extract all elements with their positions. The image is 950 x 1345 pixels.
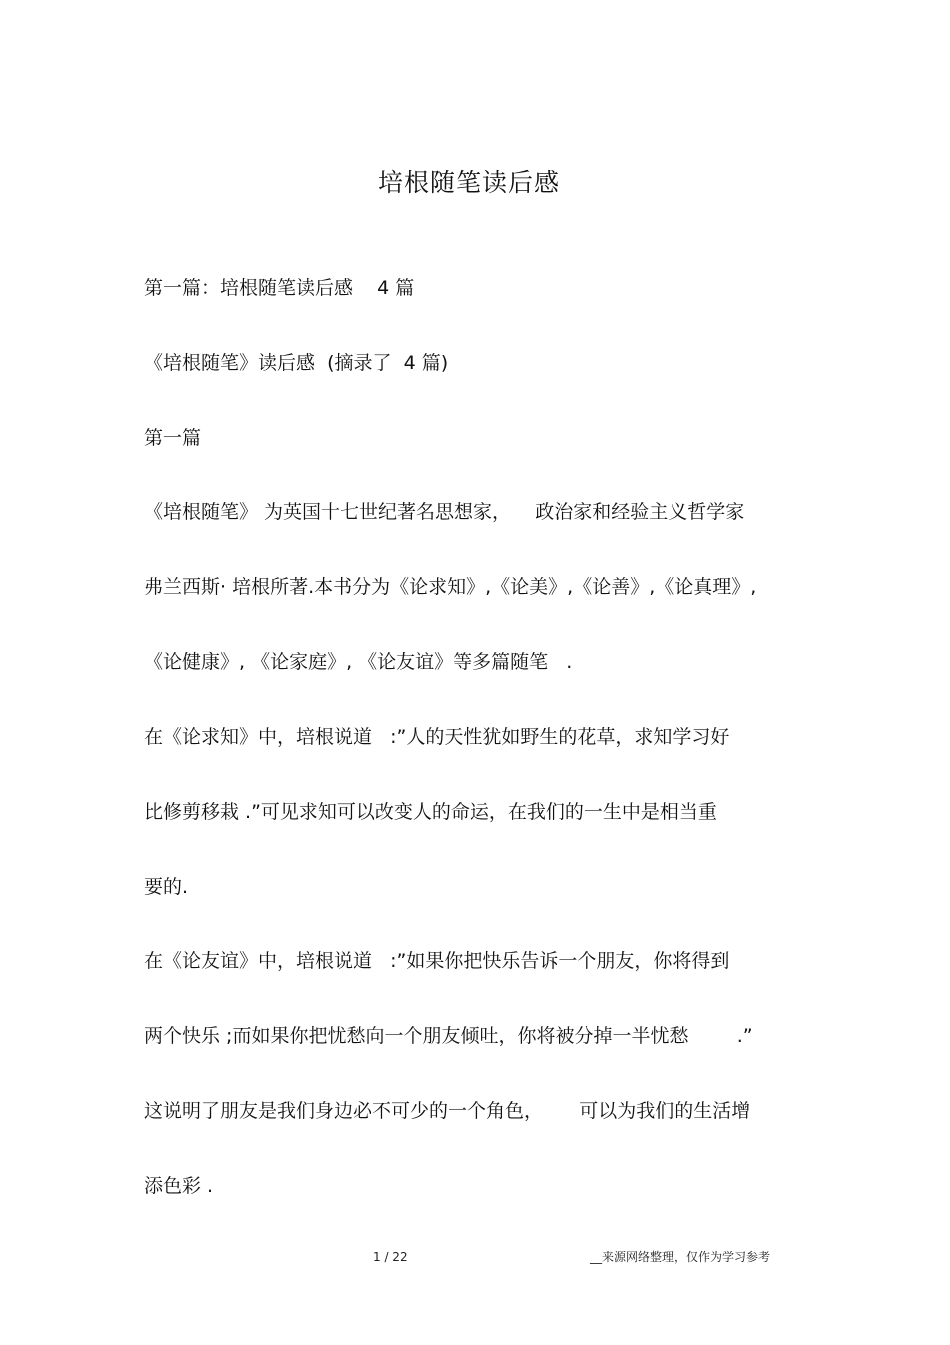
text-line-5: 弗兰西斯· 培根所著.本书分为《论求知》,《论美》,《论善》,《论真理》, (144, 576, 757, 598)
document-title: 培根随笔读后感 (377, 168, 560, 197)
page-number: 1 / 22 (373, 1250, 408, 1264)
text-line-9: 要的. (144, 876, 189, 898)
text-line-8: 比修剪移栽 .”可见求知可以改变人的命运，在我们的一生中是相当重 (144, 801, 717, 823)
text-line-4: 《培根随笔》 为英国十七世纪著名思想家， 政治家和经验主义哲学家 (144, 501, 745, 523)
text-line-13: 添色彩 . (144, 1175, 214, 1197)
text-line-6: 《论健康》, 《论家庭》, 《论友谊》等多篇随笔 . (144, 651, 573, 673)
text-line-7: 在《论求知》中，培根说道 :”人的天性犹如野生的花草，求知学习好 (144, 726, 730, 748)
text-line-3: 第一篇 (144, 427, 202, 449)
text-line-11: 两个快乐 ;而如果你把忧愁向一个朋友倾吐，你将被分掉一半忧愁 .” (144, 1025, 753, 1047)
source-note: __来源网络整理，仅作为学习参考 (590, 1250, 771, 1264)
text-line-1: 第一篇：培根随笔读后感 4 篇 (144, 277, 415, 299)
text-line-2: 《培根随笔》读后感 (摘录了 4 篇) (144, 352, 449, 374)
text-line-10: 在《论友谊》中，培根说道 :”如果你把快乐告诉一个朋友，你将得到 (144, 950, 730, 972)
text-line-12: 这说明了朋友是我们身边必不可少的一个角色， 可以为我们的生活增 (144, 1100, 751, 1122)
